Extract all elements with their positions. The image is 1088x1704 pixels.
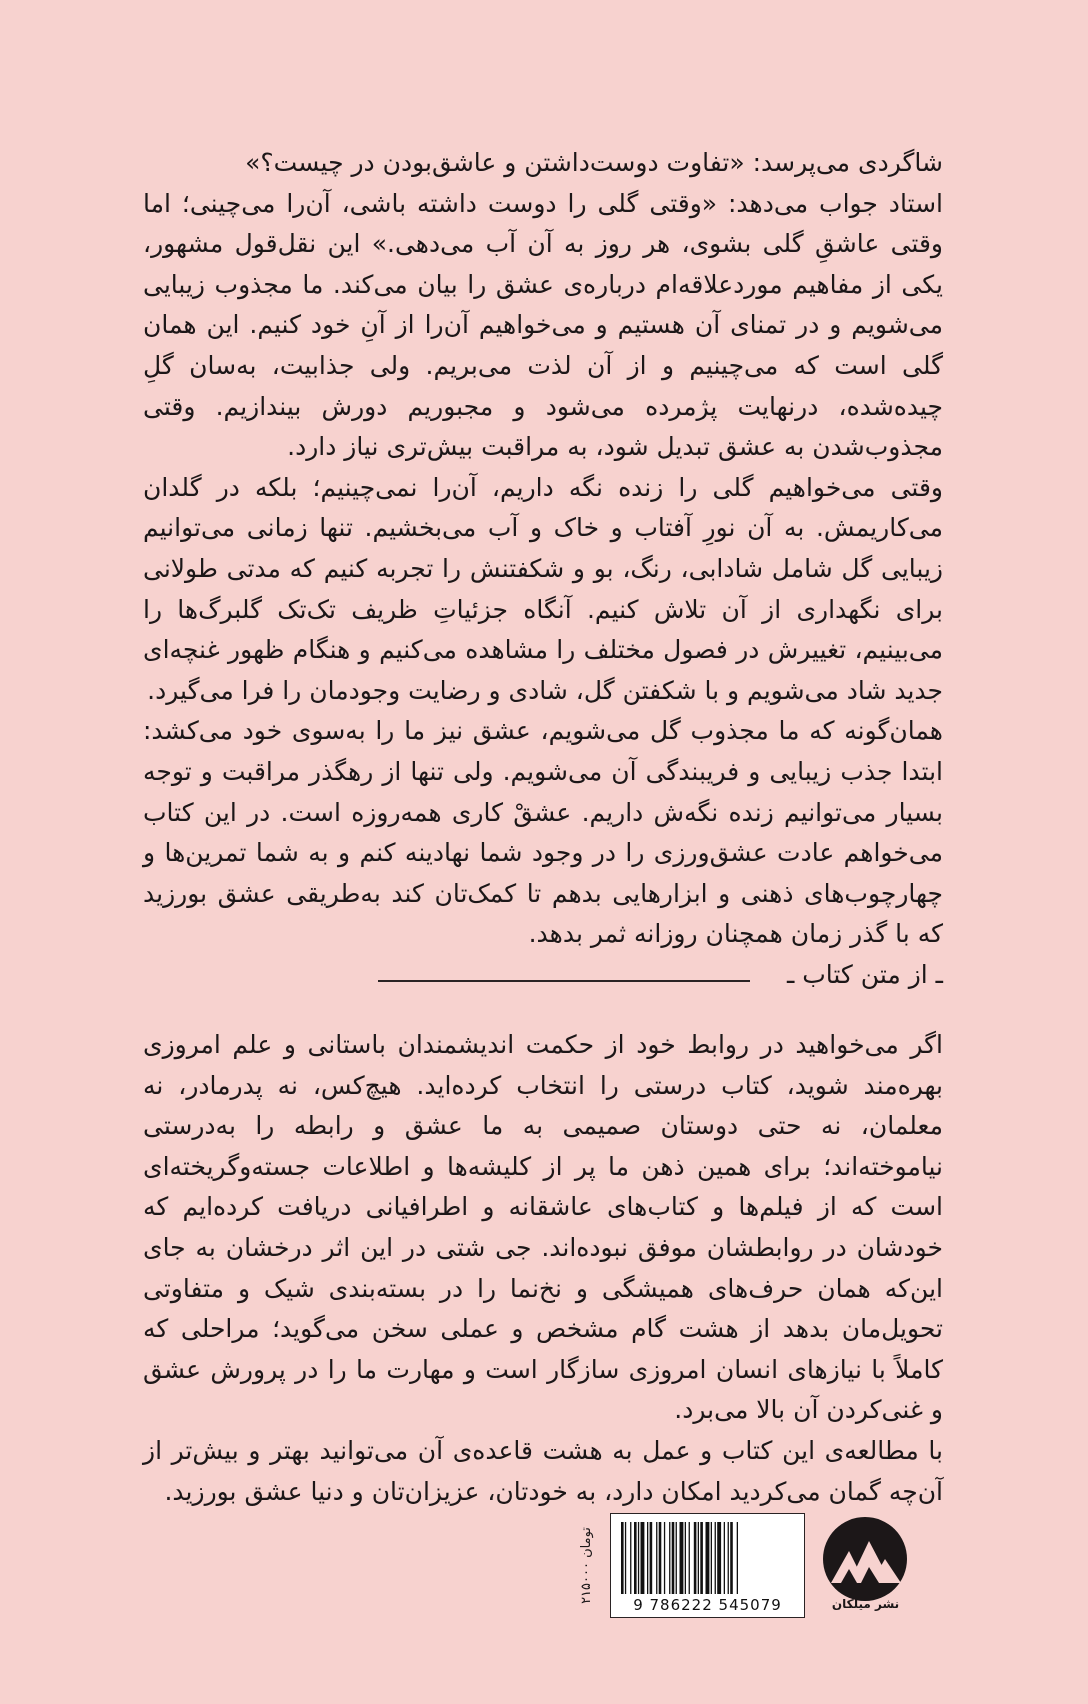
isbn-barcode [610, 1513, 805, 1618]
book-blurb [143, 1025, 943, 1512]
blurb-paragraph: با مطالعه‌ی این کتاب و عمل به هشت قاعده‌ی آن می‌توانید بهتر و بیش‌تر از آن‌چه گمان می‌کردید امکان دارد، به خودتان، عزیزان‌تان و دنیا عشق بورزید. [143, 1435, 943, 1506]
publisher-name: نشر میلکان [831, 1597, 900, 1611]
excerpt-paragraph: استاد جواب می‌دهد: «وقتی گلی را دوست داشته باشی، آن‌را می‌چینی؛ اما وقتی عاشقِ گلی بشوی، هر روز به آن آب می‌دهی.» این نقل‌قول مشهور، یکی از مفاهیم موردعلاقه‌ام درباره‌ی عشق را بیان می‌کند. ما مجذوب زیبایی می‌شویم و در تمنای آن هستیم و می‌خواهیم آن‌را از آنِ خود کنیم. این همان گلی است که می‌چینیم و از آن لذت می‌بریم. ولی جذابیت، به‌سان گلِ چیده‌شده، درنهایت پژمرده می‌شود و مجبوریم دورش بیندازیم. وقتی مجذوب‌شدن به عشق تبدیل شود، به مراقبت بیش‌تری نیاز دارد. [143, 188, 943, 462]
excerpt-paragraph: همان‌گونه که ما مجذوب گل می‌شویم، عشق نیز ما را به‌سوی خود می‌کشد: ابتدا جذب زیبایی و فریبندگی آن می‌شویم. ولی تنها از رهگذر مراقبت و توجه بسیار می‌توانیم زنده نگه‌ش داریم. عشقْ کاری همه‌روزه است. در این کتاب می‌خواهم عادت عشق‌ورزی را در وجود شما نهادینه کنم و به شما تمرین‌ها و چهارچوب‌های ذهنی و ابزارهایی بدهم تا کمک‌تان کند به‌طریقی عشق بورزید که با گذر زمان همچنان روزانه ثمر بدهد. [143, 716, 943, 949]
excerpt-paragraph: شاگردی می‌پرسد: «تفاوت دوست‌داشتن و عاشق‌بودن در چیست؟» [245, 148, 943, 177]
price-text: ۲۱۵۰۰۰ تومان [578, 1527, 594, 1604]
book-excerpt [143, 143, 943, 995]
publisher-logo [813, 1513, 918, 1618]
excerpt-paragraph: وقتی می‌خواهیم گلی را زنده نگه داریم، آن‌را نمی‌چینیم؛ بلکه در گلدان می‌کاریمش. به آن نورِ آفتاب و خاک و آب می‌بخشیم. تنها زمانی می‌توانیم زیبایی گل شامل شادابی، رنگ، بو و شکفتنش را تجربه کنیم که مدتی طولانی برای نگهداری از آن تلاش کنیم. آنگاه جزئیاتِ ظریف تک‌تک گلبرگ‌ها را می‌بینیم، تغییرش در فصول مختلف را مشاهده می‌کنیم و هنگام ظهور غنچه‌ای جدید شاد می‌شویم و با شکفتن گل، شادی و رضایت وجودمان را فرا می‌گیرد. [143, 472, 943, 705]
blurb-paragraph: اگر می‌خواهید در روابط خود از حکمت اندیشمندان باستانی و علم امروزی بهره‌مند شوید، کتاب درستی را انتخاب کرده‌اید. هیچ‌کس، نه پدرمادر، نه معلمان، نه حتی دوستان صمیمی به ما عشق و رابطه را به‌درستی نیاموخته‌اند؛ برای همین ذهن ما پر از کلیشه‌ها و اطلاعات جسته‌وگریخته‌ای است که از فیلم‌ها و کتاب‌های عاشقانه و اطرافیانی دریافت کرده‌ایم که خودشان در روابطشان موفق نبوده‌اند. جی شتی در این اثر درخشان به جای این‌که همان حرف‌های همیشگی و نخ‌نما را در بسته‌بندی شیک و متفاوتی تحویل‌مان بدهد از هشت گام مشخص و عملی سخن می‌گوید؛ مراحلی که کاملاً با نیازهای انسان امروزی سازگار است و مهارت ما را در پرورش عشق و غنی‌کردن آن بالا می‌برد. [143, 1030, 943, 1425]
excerpt-attribution: ـ از متن کتاب ـ [786, 959, 943, 989]
isbn-number: 9 786222 545079 [633, 1596, 782, 1614]
price-label [565, 1513, 607, 1618]
section-divider [378, 980, 750, 982]
cover-footer [565, 1513, 920, 1618]
